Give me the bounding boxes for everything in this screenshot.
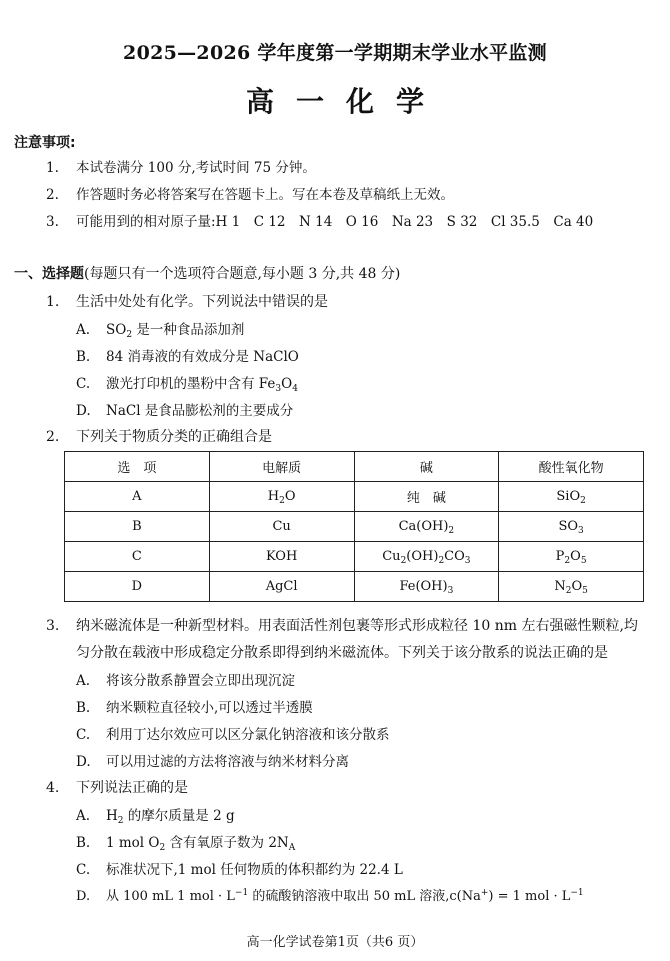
- cell-option: B: [65, 512, 210, 542]
- q3-option-b: B. 纳米颗粒直径较小,可以透过半透膜: [76, 700, 313, 716]
- classification-table: [64, 451, 644, 602]
- exam-title: 2025—2026 学年度第一学期期末学业水平监测: [123, 42, 547, 64]
- subject-title: 高一化学: [245, 85, 446, 118]
- table-row: [65, 512, 644, 542]
- notice-heading: 注意事项:: [14, 135, 76, 151]
- table-row: [65, 572, 644, 602]
- question-4: 4. 下列说法正确的是: [46, 780, 188, 796]
- table-row: [65, 482, 644, 512]
- question-3: 3. 纳米磁流体是一种新型材料。用表面活性剂包裹等形式形成粒径 10 nm 左右强磁性颗粒,均: [46, 618, 638, 634]
- cell-acidic-oxide: $SO_3$: [499, 512, 644, 542]
- cell-base: $Fe(OH)_3$: [354, 572, 499, 602]
- page-footer: 高一化学试卷第1页（共6 页）: [246, 935, 424, 950]
- cell-acidic-oxide: $P_2O_5$: [499, 542, 644, 572]
- q4-option-a: A. $H_2$ 的摩尔质量是 2 g: [76, 808, 235, 826]
- cell-electrolyte: AgCl: [209, 572, 354, 602]
- notice-item: 2. 作答题时务必将答案写在答题卡上。写在本卷及草稿纸上无效。: [46, 187, 454, 203]
- cell-electrolyte: $H_2O$: [209, 482, 354, 512]
- notice-item: 1. 本试卷满分 100 分,考试时间 75 分钟。: [46, 160, 316, 176]
- col-header: 酸性氧化物: [499, 452, 644, 482]
- q1-option-d: D. NaCl 是食品膨松剂的主要成分: [76, 403, 294, 419]
- cell-option: D: [65, 572, 210, 602]
- col-header: 电解质: [209, 452, 354, 482]
- cell-acidic-oxide: SiO$_2$: [499, 482, 644, 512]
- cell-base: $Ca(OH)_2$: [354, 512, 499, 542]
- cell-acidic-oxide: $N_2O_5$: [499, 572, 644, 602]
- q4-option-c: C. 标准状况下,1 mol 任何物质的体积都约为 22.4 L: [76, 862, 403, 878]
- q1-option-a: A. $SO_2$ 是一种食品添加剂: [76, 322, 245, 340]
- q3-option-d: D. 可以用过滤的方法将溶液与纳米材料分离: [76, 754, 349, 770]
- section-heading: 一、选择题(每题只有一个选项符合题意,每小题 3 分,共 48 分): [14, 266, 401, 282]
- q3-option-c: C. 利用丁达尔效应可以区分氯化钠溶液和该分散系: [76, 727, 390, 743]
- question-2: 2. 下列关于物质分类的正确组合是: [46, 429, 272, 445]
- cell-option: C: [65, 542, 210, 572]
- cell-electrolyte: Cu: [209, 512, 354, 542]
- cell-electrolyte: KOH: [209, 542, 354, 572]
- q4-option-b: B. 1 mol $O_2$ 含有氧原子数为 $2N_A$: [76, 835, 296, 853]
- cell-option: A: [65, 482, 210, 512]
- notice-item: 3. 可能用到的相对原子量:H 1 C 12 N 14 O 16 Na 23 S 32 Cl 35.5 Ca 40: [46, 214, 594, 230]
- q4-option-d: D. 从 100 mL 1 mol · $L^{-1}$ 的硫酸钠溶液中取出 50 mL 溶液,c(Na+) = 1 mol · $L^{-1}$: [76, 888, 584, 904]
- cell-base: $Cu_2(OH)_2CO_3$: [354, 542, 499, 572]
- table-row: [65, 542, 644, 572]
- q1-option-c: C. 激光打印机的墨粉中含有 $Fe_3O_4$: [76, 376, 298, 394]
- q1-option-b: B. 84 消毒液的有效成分是 NaClO: [76, 349, 299, 365]
- question-3-cont: 匀分散在载液中形成稳定分散系即得到纳米磁流体。下列关于该分散系的说法正确的是: [76, 645, 608, 661]
- cell-base: 纯 碱: [354, 482, 499, 512]
- col-header: 选 项: [65, 452, 210, 482]
- table-header-row: [65, 452, 644, 482]
- question-1: 1. 生活中处处有化学。下列说法中错误的是: [46, 294, 328, 310]
- col-header: 碱: [354, 452, 499, 482]
- q3-option-a: A. 将该分散系静置会立即出现沉淀: [76, 673, 295, 689]
